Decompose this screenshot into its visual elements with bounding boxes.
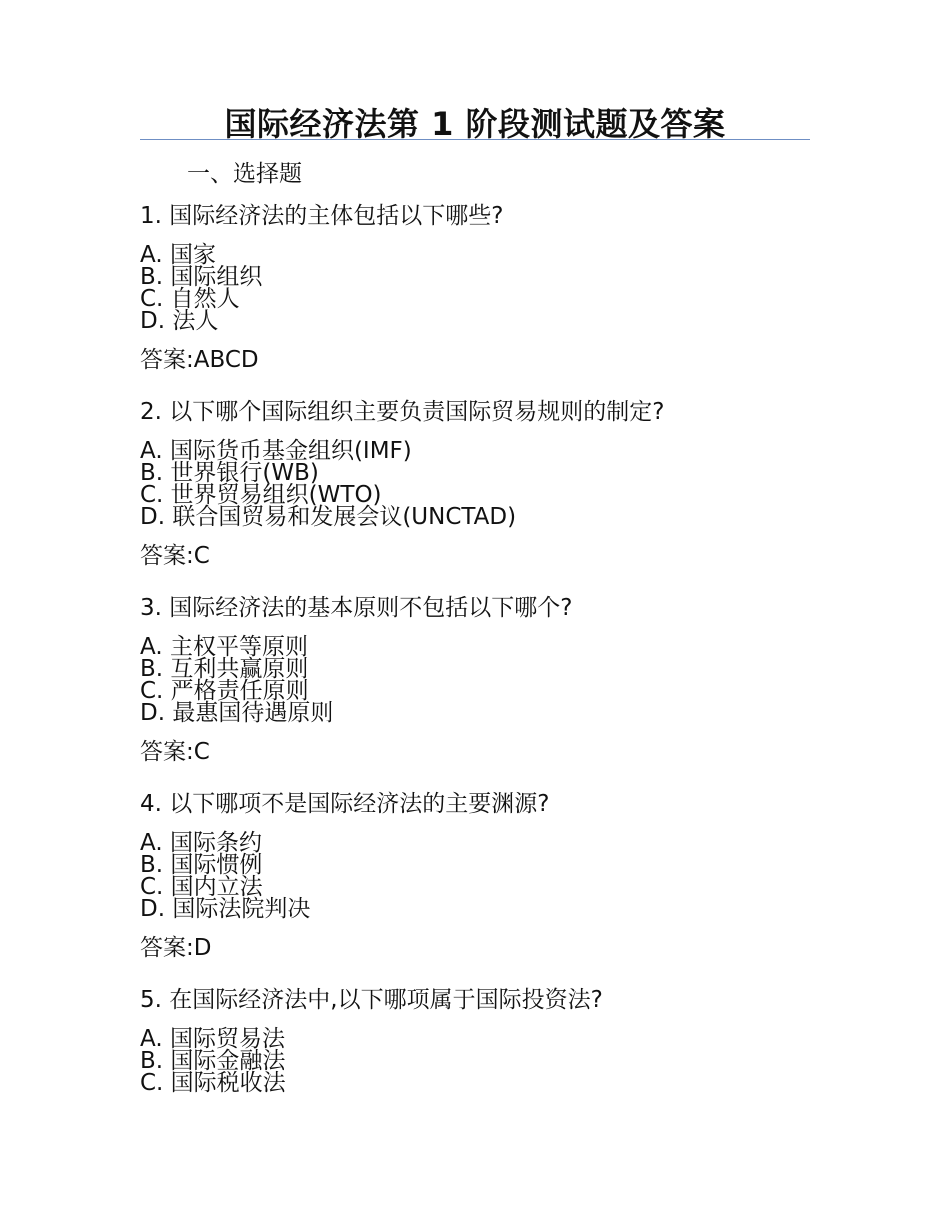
option-b: B. 国际惯例	[140, 852, 263, 878]
question-1	[140, 200, 840, 376]
question-text: 5. 在国际经济法中,以下哪项属于国际投资法?	[140, 987, 603, 1013]
answer-line: 答案:D	[140, 935, 212, 961]
option-a: A. 国际贸易法	[140, 1026, 285, 1052]
option-a: A. 国家	[140, 242, 216, 268]
question-text: 3. 国际经济法的基本原则不包括以下哪个?	[140, 595, 573, 621]
question-text: 2. 以下哪个国际组织主要负责国际贸易规则的制定?	[140, 399, 665, 425]
question-3	[140, 592, 840, 768]
option-list	[140, 832, 840, 920]
option-d: D. 国际法院判决	[140, 896, 311, 922]
answer-line: 答案:C	[140, 739, 210, 765]
option-d: D. 联合国贸易和发展会议(UNCTAD)	[140, 504, 517, 530]
option-c: C. 严格责任原则	[140, 678, 309, 704]
option-list	[140, 1028, 840, 1094]
answer-line: 答案:C	[140, 543, 210, 569]
question-text: 1. 国际经济法的主体包括以下哪些?	[140, 203, 504, 229]
option-b: B. 世界银行(WB)	[140, 460, 319, 486]
option-a: A. 主权平等原则	[140, 634, 308, 660]
question-2	[140, 396, 840, 572]
question-5	[140, 984, 840, 1094]
option-a: A. 国际货币基金组织(IMF)	[140, 438, 412, 464]
question-text: 4. 以下哪项不是国际经济法的主要渊源?	[140, 791, 550, 817]
option-a: A. 国际条约	[140, 830, 262, 856]
option-c: C. 世界贸易组织(WTO)	[140, 482, 382, 508]
section-heading: 一、选择题	[187, 161, 302, 187]
document-title: 国际经济法第 1 阶段测试题及答案	[224, 105, 726, 143]
option-list	[140, 440, 840, 528]
option-c: C. 国内立法	[140, 874, 263, 900]
option-list	[140, 244, 840, 332]
option-d: D. 最惠国待遇原则	[140, 700, 334, 726]
option-c: C. 自然人	[140, 286, 240, 312]
answer-line: 答案:ABCD	[140, 347, 259, 373]
option-list	[140, 636, 840, 724]
option-b: B. 国际金融法	[140, 1048, 286, 1074]
option-d: D. 法人	[140, 308, 219, 334]
title-underline	[140, 139, 810, 140]
option-b: B. 国际组织	[140, 264, 263, 290]
option-c: C. 国际税收法	[140, 1070, 286, 1096]
question-4	[140, 788, 840, 964]
option-b: B. 互利共赢原则	[140, 656, 309, 682]
